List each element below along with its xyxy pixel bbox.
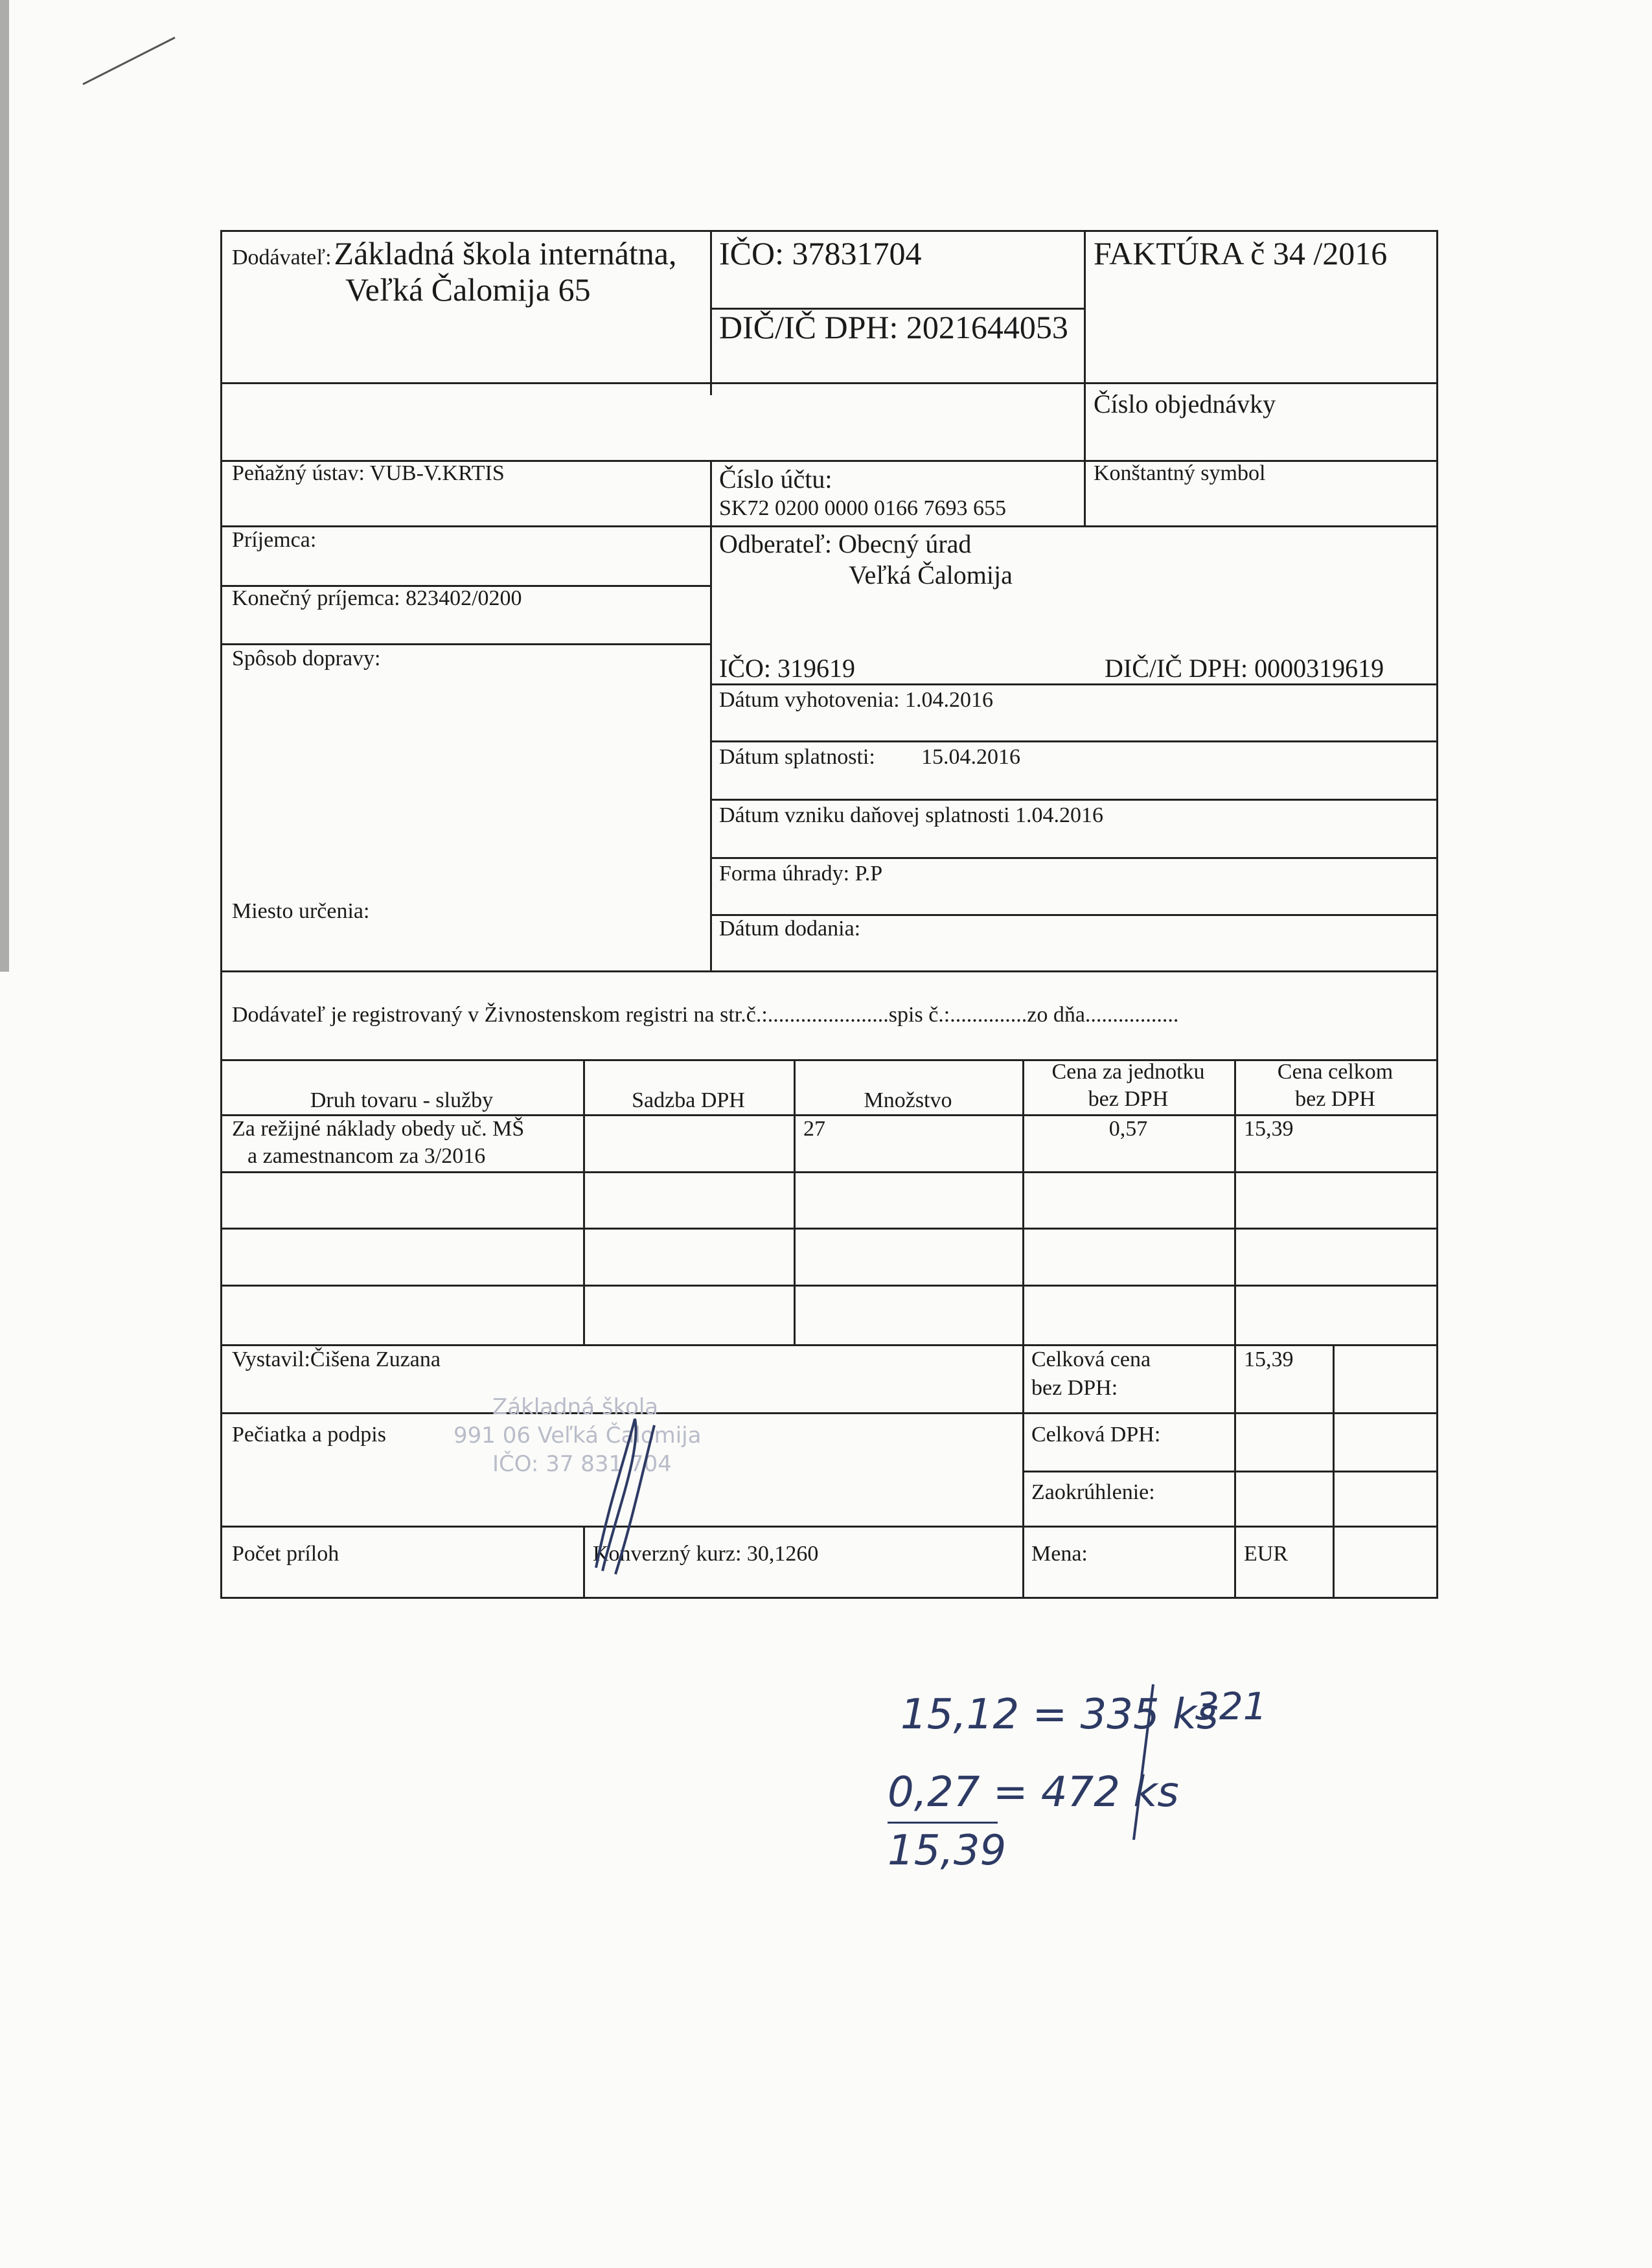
customer-label: Odberateľ: Obecný úrad	[719, 529, 972, 558]
customer-ico: IČO: 319619	[719, 654, 855, 683]
item-desc-2: a zamestnancom za 3/2016	[247, 1144, 486, 1168]
handwritten-note-3: 15,39	[888, 1827, 1007, 1875]
total-label-2: bez DPH:	[1031, 1376, 1118, 1400]
supplier-name: Základná škola internátna,	[334, 235, 677, 271]
col-vat-header: Sadzba DPH	[632, 1088, 745, 1112]
date-issued: Dátum vyhotovenia: 1.04.2016	[719, 688, 994, 712]
signature	[570, 1412, 674, 1581]
date-due-label: Dátum splatnosti:	[719, 745, 875, 769]
handwritten-note-1: 15,12 = 335 ks	[901, 1691, 1219, 1739]
attachments-label: Počet príloh	[232, 1542, 339, 1566]
col-unit-price-header-2: bez DPH	[1088, 1087, 1169, 1111]
constant-symbol-label: Konštantný symbol	[1094, 461, 1266, 485]
currency-value: EUR	[1244, 1542, 1288, 1566]
item-qty: 27	[803, 1117, 825, 1141]
order-number-label: Číslo objednávky	[1094, 389, 1276, 418]
recipient-label: Príjemca:	[232, 528, 317, 552]
account-label: Číslo účtu:	[719, 464, 832, 494]
col-total-header-2: bez DPH	[1295, 1087, 1375, 1111]
stamp-line-1: Základná škola	[492, 1394, 659, 1420]
supplier-block	[232, 235, 677, 272]
item-desc-1: Za režijné náklady obedy uč. MŠ	[232, 1117, 525, 1141]
date-delivery: Dátum dodania:	[719, 917, 861, 941]
item-total: 15,39	[1244, 1117, 1294, 1141]
stamp-line-2: 991 06 Veľká Čalomija	[453, 1423, 702, 1449]
scan-edge-mark	[0, 0, 9, 972]
customer-address: Veľká Čalomija	[849, 560, 1013, 590]
handwritten-side-note: 321	[1195, 1684, 1267, 1728]
item-unit-price: 0,57	[1108, 1117, 1148, 1141]
date-due-value: 15.04.2016	[921, 745, 1020, 769]
supplier-ico: IČO: 37831704	[719, 235, 922, 271]
currency-label: Mena:	[1031, 1542, 1088, 1566]
pen-mark-top-left	[78, 32, 181, 91]
supplier-label: Dodávateľ:	[232, 246, 332, 269]
handwritten-divider	[1127, 1678, 1166, 1846]
total-label-1: Celková cena	[1031, 1347, 1151, 1371]
handwritten-underline	[888, 1822, 998, 1824]
customer-dic: DIČ/IČ DPH: 0000319619	[1105, 654, 1384, 683]
stamp-line-3: IČO: 37 831 704	[492, 1451, 672, 1477]
col-goods-header: Druh tovaru - služby	[310, 1088, 494, 1112]
rounding-label: Zaokrúhlenie:	[1031, 1480, 1155, 1504]
destination-label: Miesto určenia:	[232, 899, 370, 923]
bank-label: Peňažný ústav: VUB-V.KRTIS	[232, 461, 505, 485]
col-total-header-1: Cena celkom	[1277, 1060, 1394, 1084]
payment-form: Forma úhrady: P.P	[719, 862, 883, 886]
col-unit-price-header-1: Cena za jednotku	[1051, 1060, 1205, 1084]
issued-by: Vystavil:Čišena Zuzana	[232, 1347, 441, 1371]
total-value: 15,39	[1244, 1347, 1294, 1371]
handwritten-note-2: 0,27 = 472 ks	[888, 1769, 1179, 1816]
final-recipient: Konečný príjemca: 823402/0200	[232, 586, 522, 610]
vat-total-label: Celková DPH:	[1031, 1423, 1161, 1447]
supplier-address: Veľká Čalomija 65	[345, 271, 591, 308]
registry-note: Dodávateľ je registrovaný v Živnostenskom registri na str.č.:......................spis č.:..............zo dňa.................	[232, 1003, 1179, 1027]
account-number: SK72 0200 0000 0166 7693 655	[719, 496, 1006, 520]
transport-label: Spôsob dopravy:	[232, 647, 381, 670]
invoice-title: FAKTÚRA č 34 /2016	[1094, 235, 1388, 271]
col-qty-header: Množstvo	[864, 1088, 952, 1112]
supplier-dic: DIČ/IČ DPH: 2021644053	[719, 309, 1068, 345]
date-tax: Dátum vzniku daňovej splatnosti 1.04.2016	[719, 803, 1104, 827]
conversion-rate: Konverzný kurz: 30,1260	[593, 1542, 819, 1566]
stamp-signature-label: Pečiatka a podpis	[232, 1423, 386, 1447]
